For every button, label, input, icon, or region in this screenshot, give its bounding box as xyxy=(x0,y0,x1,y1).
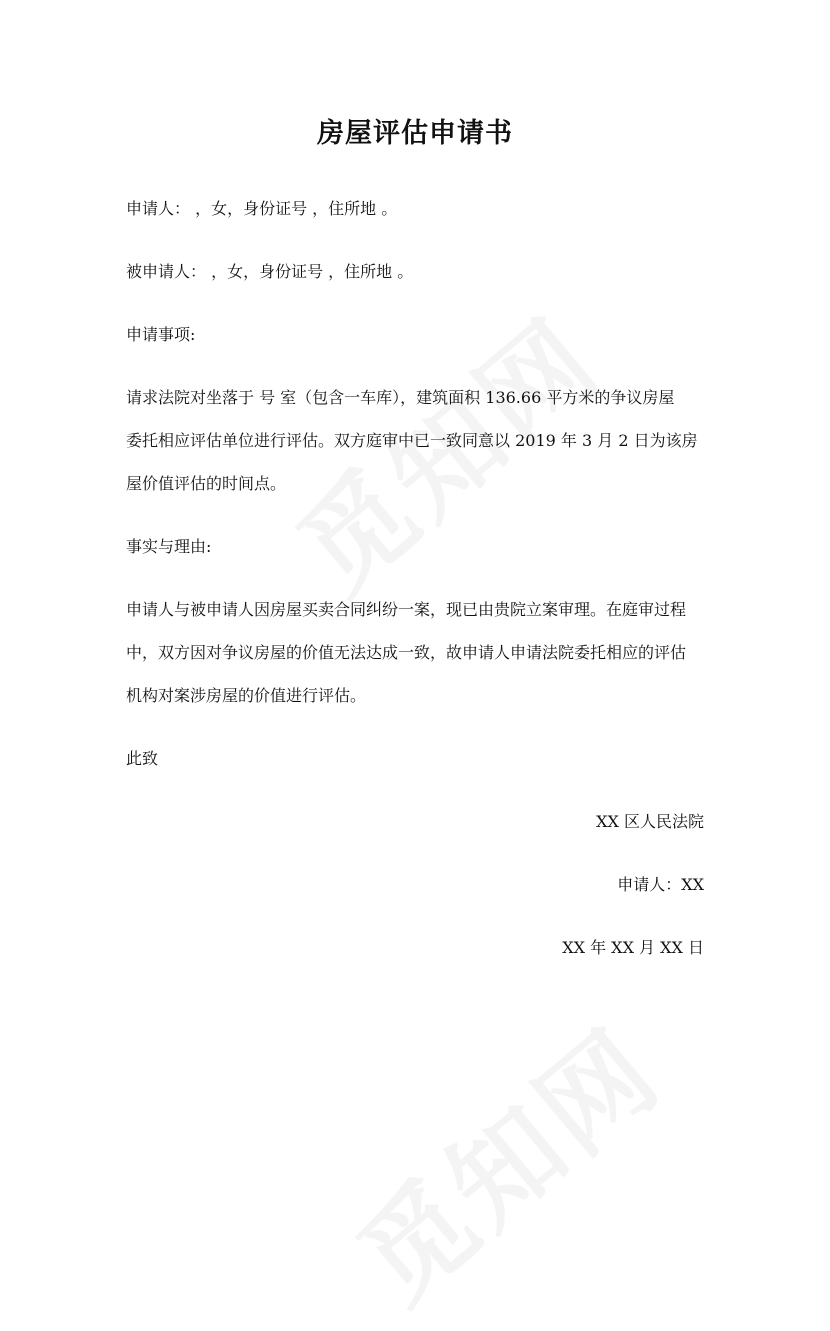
request-line-1: 请求法院对坐落于 号 室（包含一车库），建筑面积 136.66 平方米的争议房屋 xyxy=(126,388,675,407)
reason-line-1: 申请人与被申请人因房屋买卖合同纠纷一案，现已由贵院立案审理。在庭审过程 xyxy=(126,600,687,619)
request-heading: 申请事项: xyxy=(126,325,196,344)
applicant-line: 申请人： ，女，身份证号 ，住所地 。 xyxy=(126,199,398,218)
reason-line-3: 机构对案涉房屋的价值进行评估。 xyxy=(126,686,367,705)
date-line: XX 年 XX 月 XX 日 xyxy=(562,938,704,957)
closing-salutation: 此致 xyxy=(126,749,159,768)
document-title: 房屋评估申请书 xyxy=(317,118,513,149)
respondent-line: 被申请人： ，女，身份证号 ，住所地 。 xyxy=(126,262,414,281)
request-line-3: 屋价值评估的时间点。 xyxy=(126,474,287,493)
signature-line: 申请人：XX xyxy=(617,875,704,894)
watermark xyxy=(320,987,688,1331)
reason-heading: 事实与理由: xyxy=(126,537,212,556)
court-name: XX 区人民法院 xyxy=(596,812,704,831)
reason-line-2: 中，双方因对争议房屋的价值无法达成一致，故申请人申请法院委托相应的评估 xyxy=(126,643,687,662)
request-line-2: 委托相应评估单位进行评估。双方庭审中已一致同意以 2019 年 3 月 2 日为该房 xyxy=(126,431,698,450)
